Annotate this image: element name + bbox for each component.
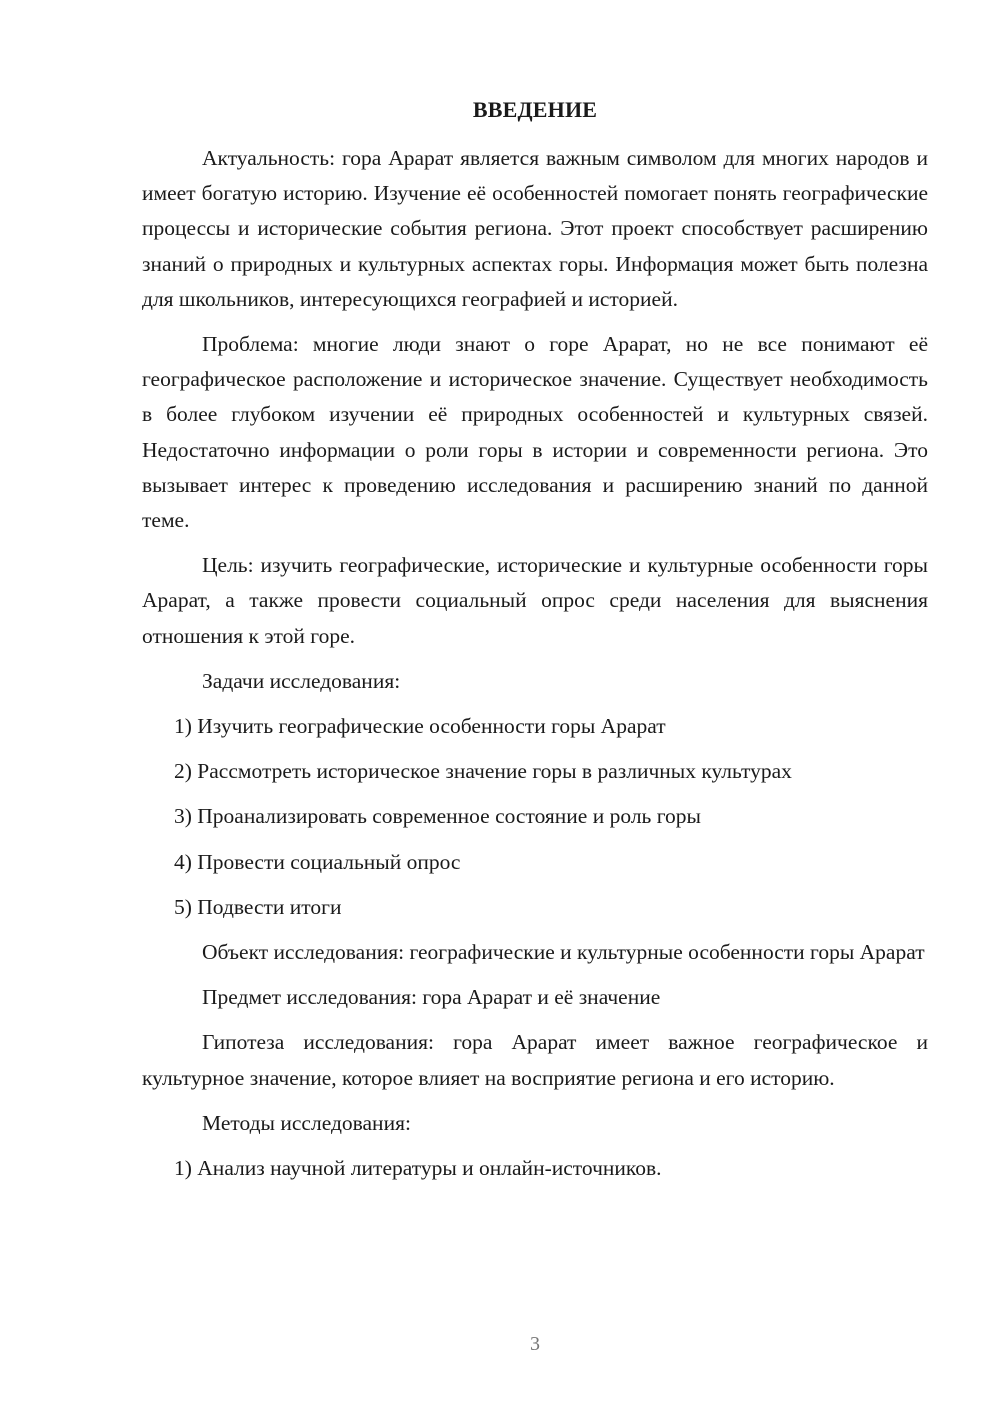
page-number: 3 [530,1333,540,1355]
task-item-1: 1) Изучить географические особенности горы Арарат [174,714,666,739]
method-item-1: 1) Анализ научной литературы и онлайн-источников. [174,1156,662,1181]
tasks-heading: Задачи исследования: [202,668,401,693]
methods-heading: Методы исследования: [202,1110,411,1135]
document-body [142,141,928,1196]
section-title: ВВЕДЕНИЕ [472,97,598,122]
goal-paragraph: Цель: изучить географические, исторические и культурные особенности горы Арарат, а также провести социальный опрос среди населения для выяснения отношения к этой горе. [142,553,928,648]
hypothesis-paragraph: Гипотеза исследования: гора Арарат имеет важное географическое и культурное значение, которое влияет на восприятие региона и его историю. [142,1030,928,1090]
relevance-paragraph: Актуальность: гора Арарат является важным символом для многих народов и имеет богатую историю. Изучение её особенностей помогает понять географические процессы и исторические события региона. Этот проект способствует расширению знаний о природных и культурных аспектах горы. Информация может быть полезна для школьников, интересующихся географией и историей. [142,146,928,311]
task-item-3: 3) Проанализировать современное состояние и роль горы [174,804,701,829]
document-page [142,0,928,1414]
subject-paragraph: Предмет исследования: гора Арарат и её значение [202,985,661,1010]
object-paragraph: Объект исследования: географические и культурные особенности горы Арарат [202,940,925,965]
task-item-2: 2) Рассмотреть историческое значение горы в различных культурах [174,759,792,784]
task-item-5: 5) Подвести итоги [174,894,342,919]
problem-paragraph: Проблема: многие люди знают о горе Арарат, но не все понимают её географическое расположение и историческое значение. Существует необходимость в более глубоком изучении её природных особенностей и культурных связей. Недостаточно информации о роли горы в истории и современности региона. Это вызывает интерес к проведению исследования и расширению знаний по данной теме. [142,332,928,533]
task-item-4: 4) Провести социальный опрос [174,849,461,874]
